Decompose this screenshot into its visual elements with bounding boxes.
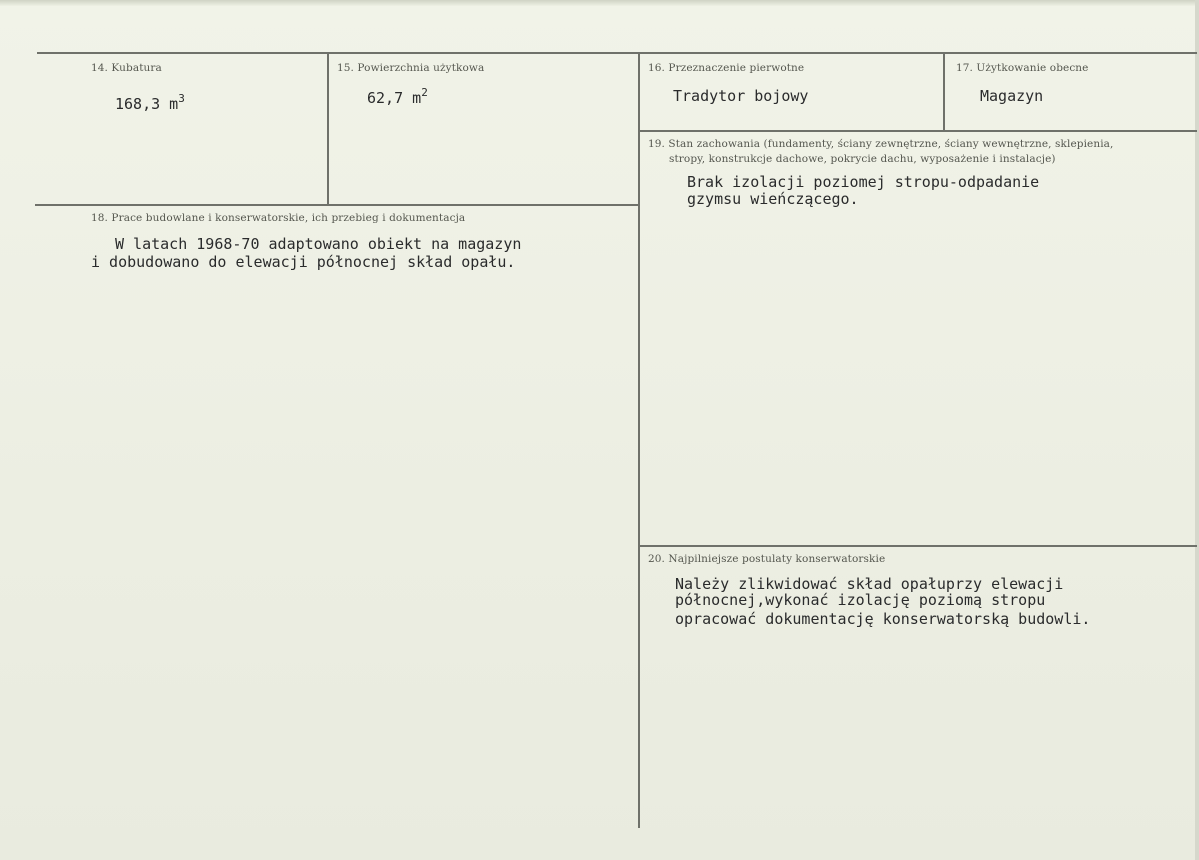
field-14-value xyxy=(115,92,185,113)
kubatura-value: 168,3 m xyxy=(115,95,179,113)
divider-16-17 xyxy=(943,53,945,130)
field-19-label-line2: stropy, konstrukcje dachowe, pokrycie dachu, wyposażenie i instalacje) xyxy=(669,153,1056,165)
field-19-label-line1: 19. Stan zachowania (fundamenty, ściany zewnętrzne, ściany wewnętrzne, sklepienia, xyxy=(648,138,1114,150)
field-17-value: Magazyn xyxy=(980,87,1044,105)
powierzchnia-unit-exponent: 2 xyxy=(421,86,428,99)
powierzchnia-value: 62,7 m xyxy=(367,89,422,107)
rule-under-14-15 xyxy=(35,204,639,206)
field-20-text-line2: północnej,wykonać izolację poziomą stropu xyxy=(675,591,1046,609)
card-top-edge xyxy=(0,0,1199,6)
field-16-value: Tradytor bojowy xyxy=(673,87,809,105)
field-18-text-line1: W latach 1968-70 adaptowano obiekt na magazyn xyxy=(115,235,522,253)
field-17-label: 17. Użytkowanie obecne xyxy=(956,62,1089,74)
field-20-text-line1: Należy zlikwidować skład opałuprzy elewacji xyxy=(675,575,1064,593)
field-20-text-line3: opracować dokumentację konserwatorską budowli. xyxy=(675,610,1091,628)
field-19-text-line1: Brak izolacji poziomej stropu-odpadanie xyxy=(687,173,1040,191)
card-right-edge xyxy=(1195,0,1199,860)
field-15-label: 15. Powierzchnia użytkowa xyxy=(337,62,485,74)
field-18-label: 18. Prace budowlane i konserwatorskie, ich przebieg i dokumentacja xyxy=(91,212,466,224)
field-14-label: 14. Kubatura xyxy=(91,62,162,74)
divider-left-right xyxy=(638,53,640,828)
divider-14-15 xyxy=(327,53,329,205)
field-20-label: 20. Najpilniejsze postulaty konserwatorskie xyxy=(648,553,886,565)
field-15-value xyxy=(367,86,428,107)
rule-under-16-17 xyxy=(639,130,1197,132)
field-16-label: 16. Przeznaczenie pierwotne xyxy=(648,62,805,74)
field-18-text-line2: i dobudowano do elewacji północnej skład opału. xyxy=(91,253,516,271)
rule-above-20 xyxy=(639,545,1197,547)
field-19-text-line2: gzymsu wieńczącego. xyxy=(687,190,859,208)
top-rule xyxy=(37,52,1197,54)
kubatura-unit-exponent: 3 xyxy=(178,92,185,105)
